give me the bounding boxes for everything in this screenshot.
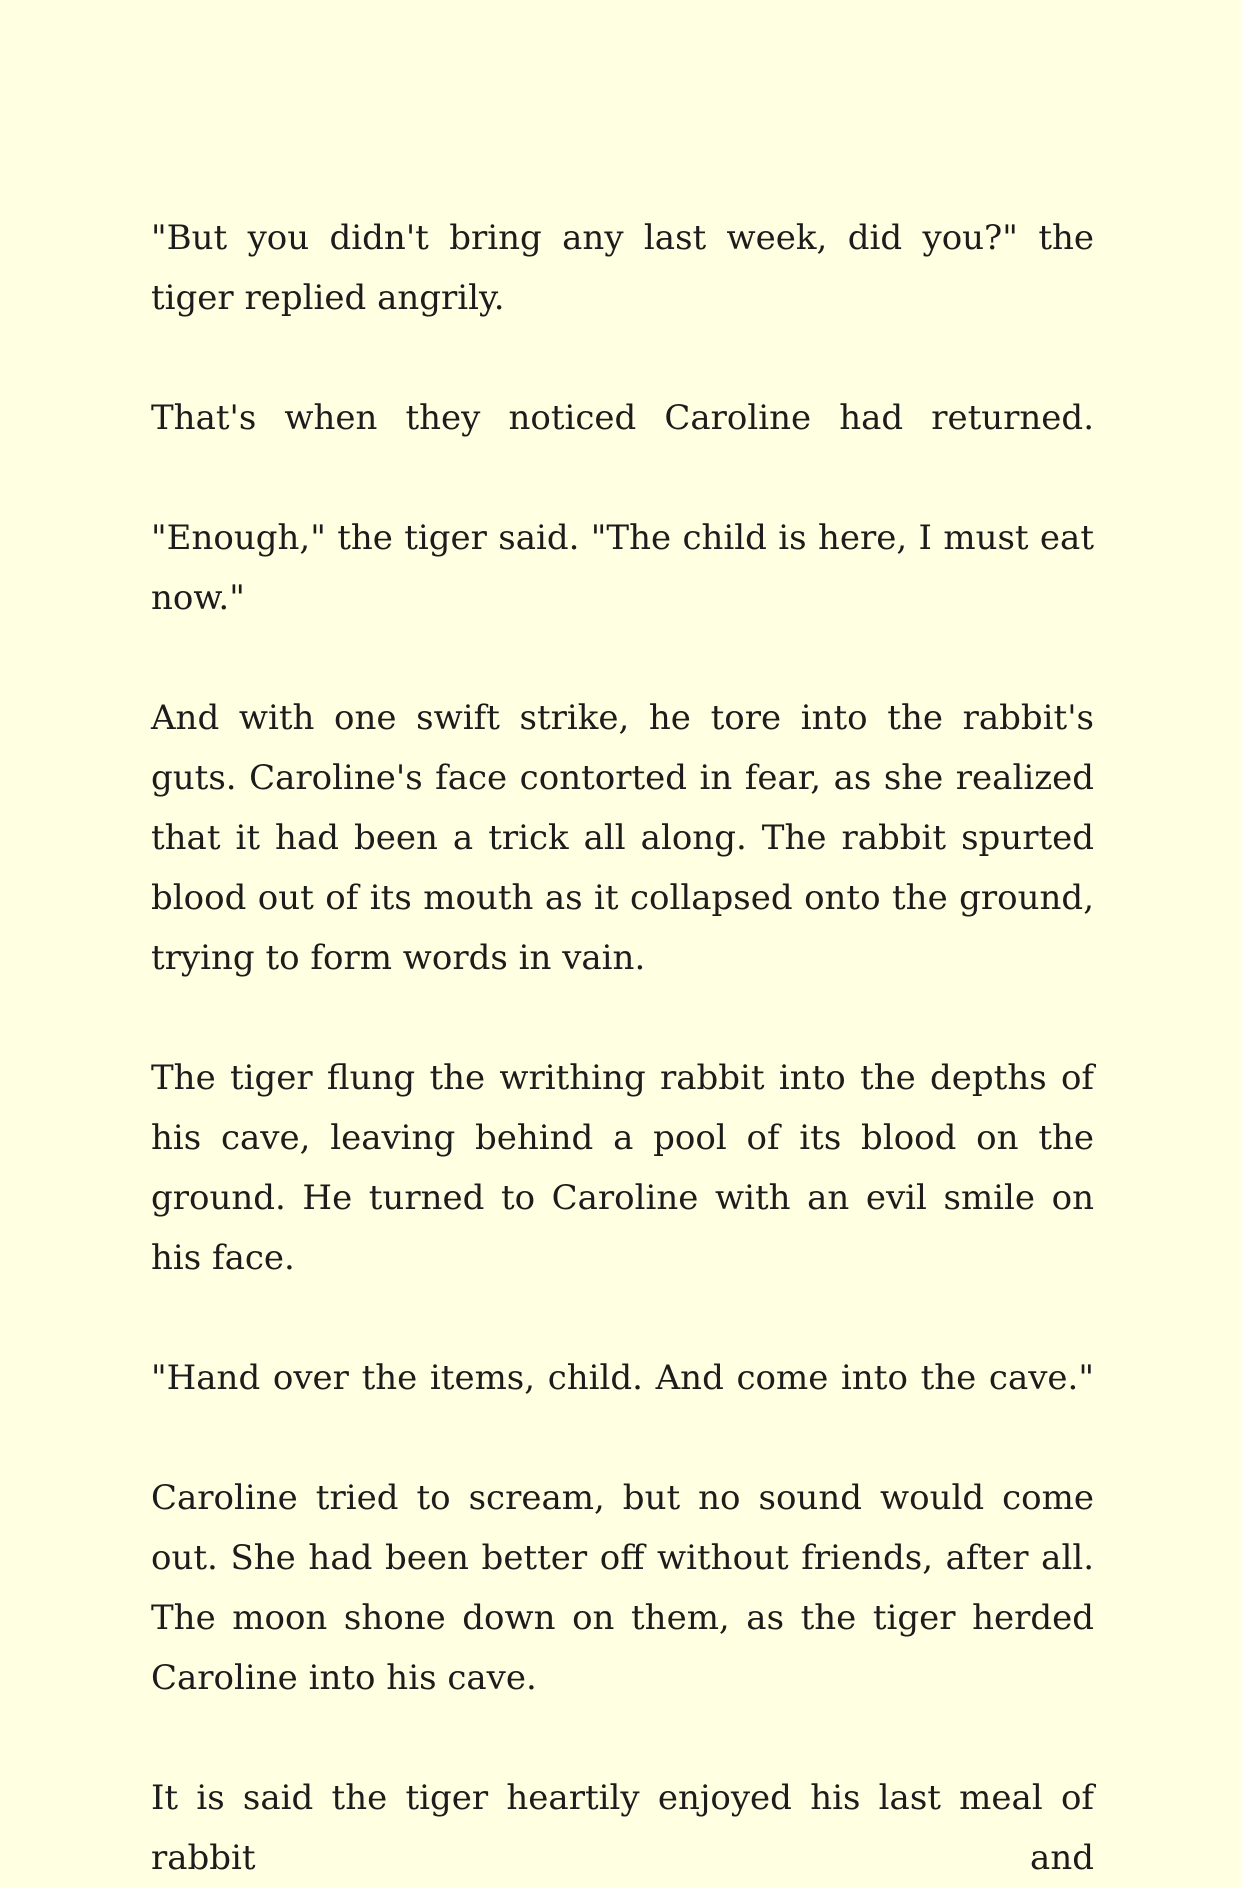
story-text [151,208,1094,1888]
paragraph-6: "Hand over the items, child. And come into the cave." [151,1358,1094,1398]
paragraph-1: "But you didn't bring any last week, did you?" the tiger replied angrily. [151,218,1094,318]
paragraph-4: And with one swift strike, he tore into the rabbit's guts. Caroline's face contorted in fear, as she realized that it had been a trick all along. The rabbit spurted blood out of its mouth as it collapsed onto the ground, trying to form words in vain. [151,698,1094,978]
paragraph-3: "Enough," the tiger said. "The child is here, I must eat now." [151,518,1094,618]
paragraph-7: Caroline tried to scream, but no sound would come out. She had been better off without friends, after all. The moon shone down on them, as the tiger herded Caroline into his cave. [151,1478,1094,1698]
paragraph-5: The tiger flung the writhing rabbit into the depths of his cave, leaving behind a pool of its blood on the ground. He turned to Caroline with an evil smile on his face. [151,1058,1094,1278]
paragraph-8: It is said the tiger heartily enjoyed his last meal of rabbit and [151,1778,1094,1878]
paragraph-2: That's when they noticed Caroline had returned. [151,398,1094,438]
